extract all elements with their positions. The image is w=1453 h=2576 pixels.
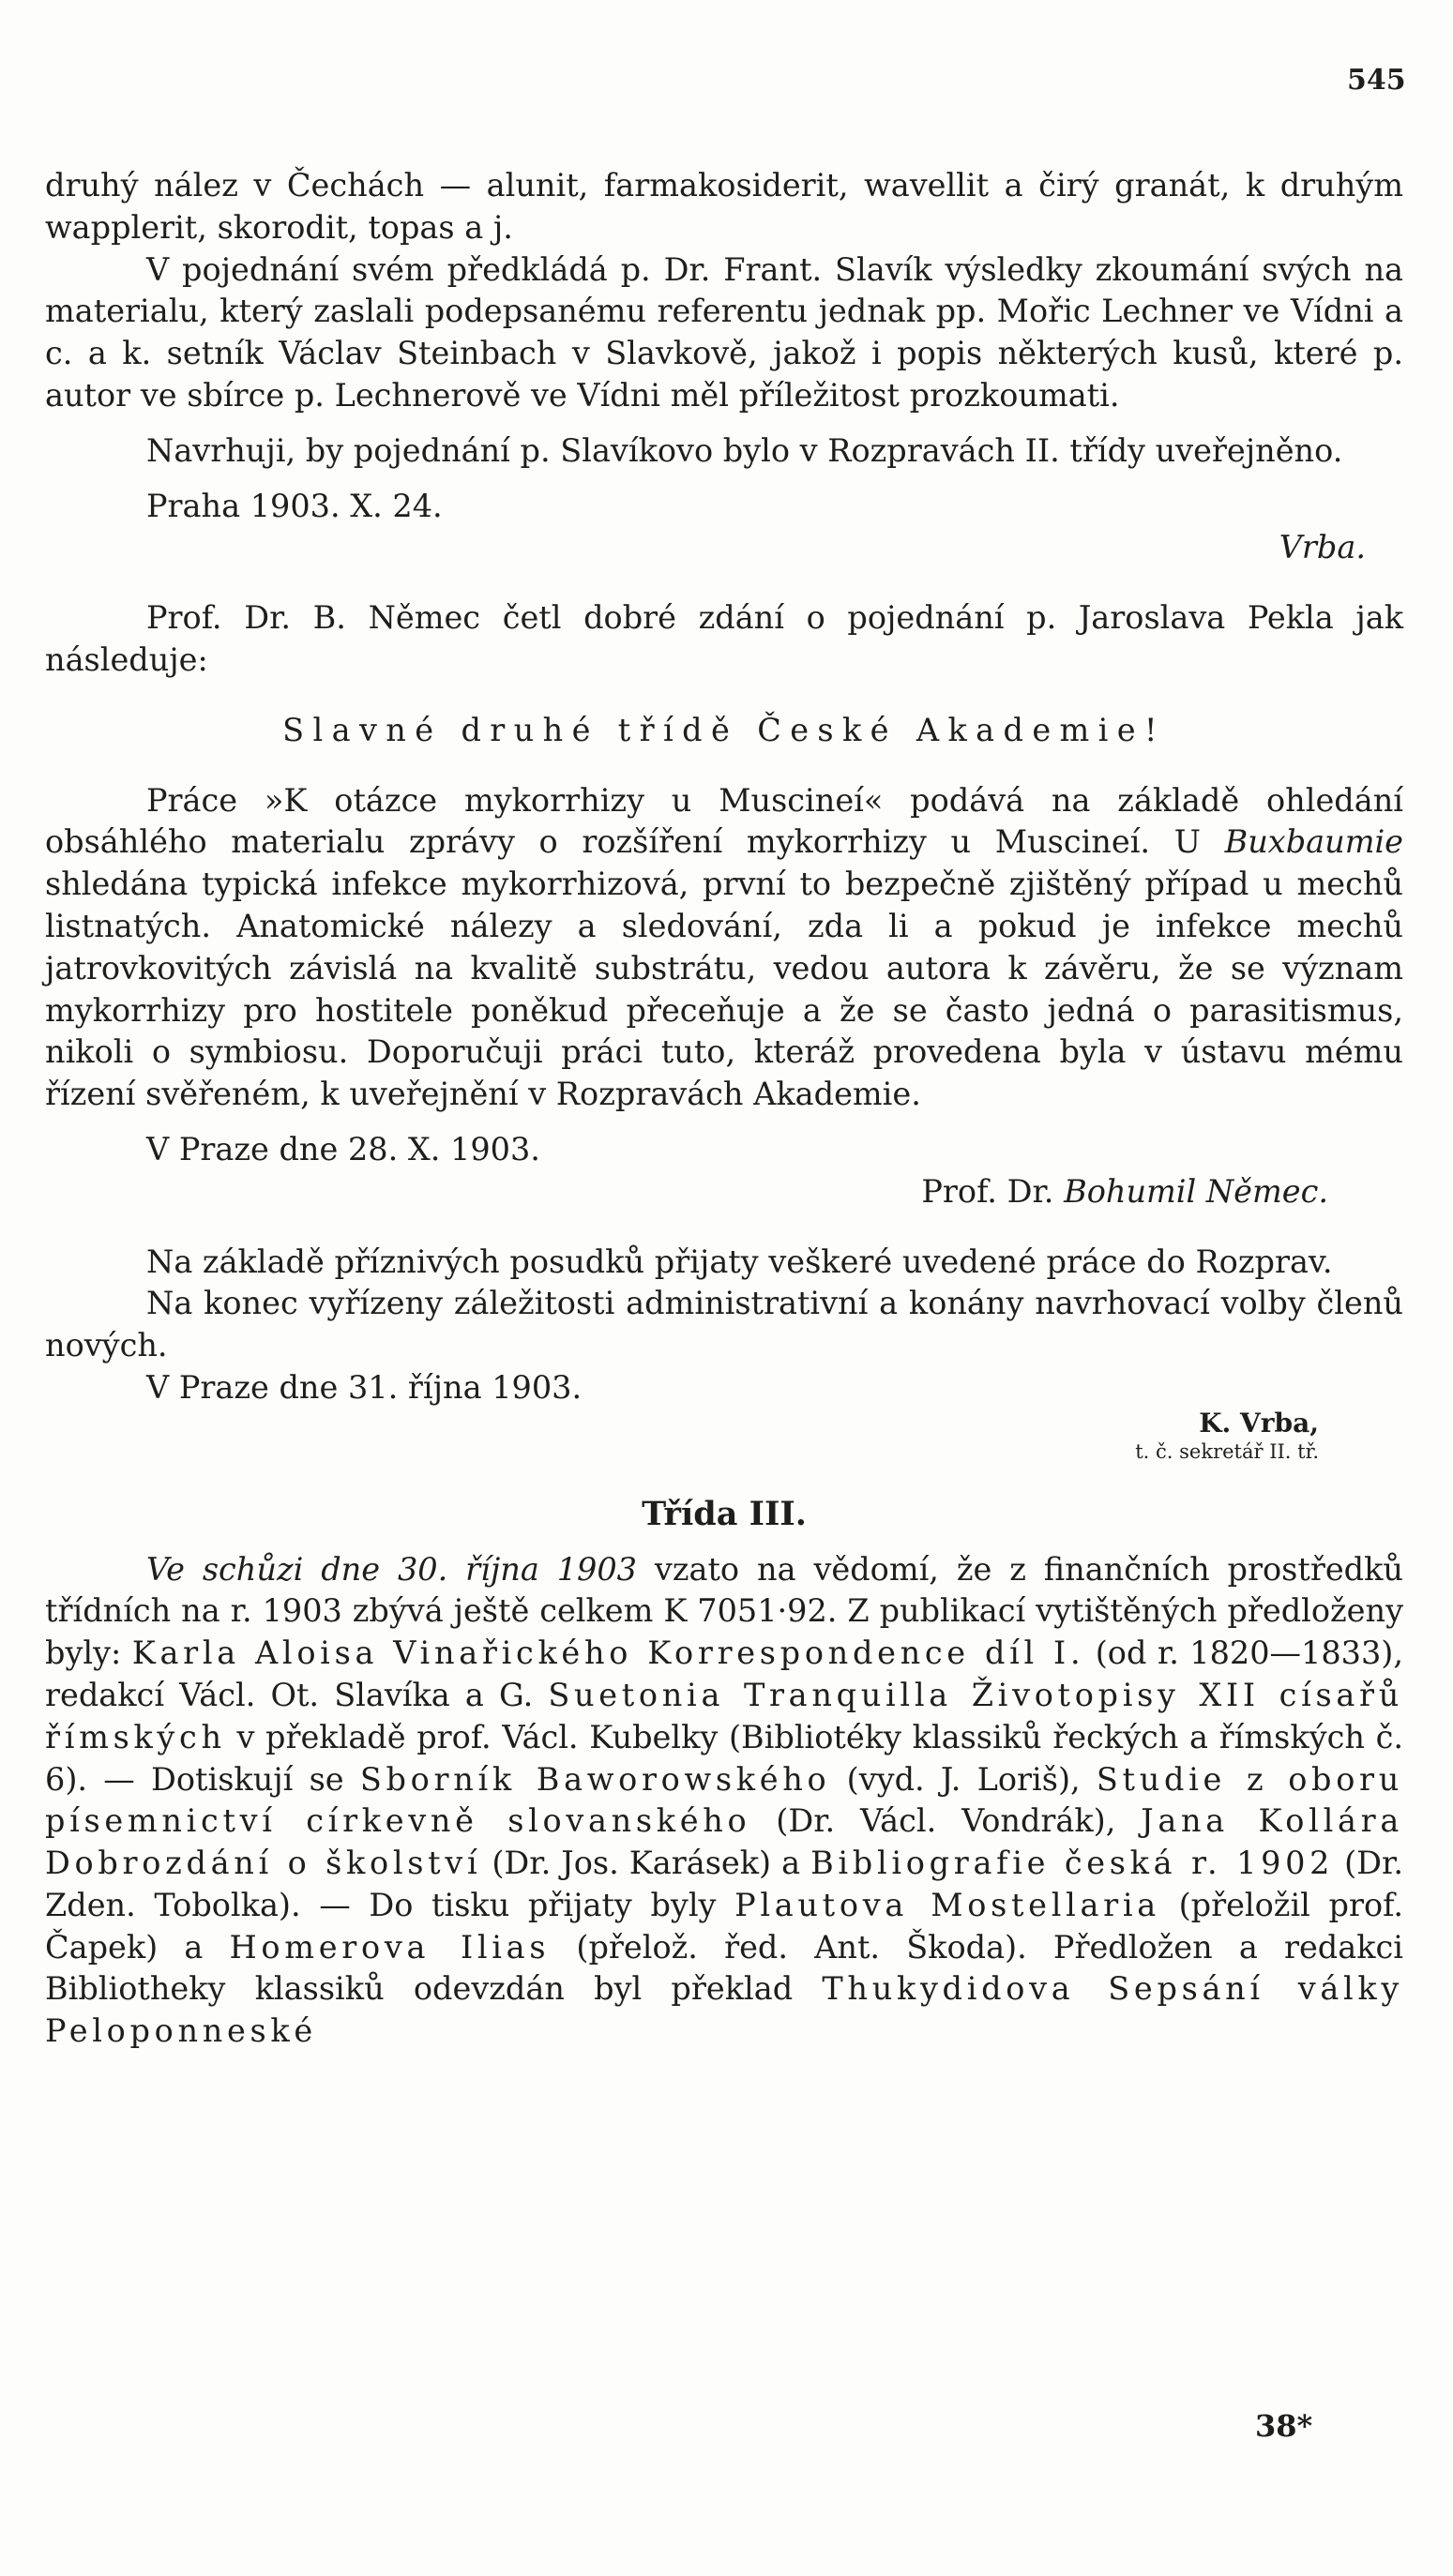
text-run: (vyd. J. Loriš), [830, 1760, 1097, 1798]
signature-name: Bohumil Němec. [1064, 1172, 1328, 1210]
date-line-2: V Praze dne 28. X. 1903. [146, 1130, 540, 1167]
signature-vrba: Vrba. [1279, 529, 1366, 566]
text-run: (od r. 1820—1833), redakcí Václ. Ot. Slavíka a G. [45, 1634, 1404, 1713]
paragraph-mycorrhiza-review [45, 780, 1403, 1116]
date-line-3: V Praze dne 31. října 1903. [146, 1368, 583, 1406]
review-taxon-buxbaumia: Buxbaumie [1224, 823, 1403, 861]
salutation: Slavné druhé třídě České Akademie! [282, 711, 1166, 748]
section-heading: Třída III. [642, 1494, 807, 1533]
paragraph-acceptance: Na základě příznivých posudků přijaty veškeré uvedené práce do Rozprav. [146, 1243, 1333, 1280]
text-body [45, 165, 1403, 2053]
secretary-role: t. č. sekretář II. tř. [1135, 1439, 1319, 1463]
text-run: (Dr. Zden. Tobolka). — Do tisku přijaty byly [45, 1845, 1404, 1923]
text-run: vzato na vědomí, že z finančních prostředků třídních na r. 1903 zbývá ještě celkem K 7051·92. Z publikací vytištěných předloženy byly: [45, 1550, 1403, 1672]
printer-signature-mark: 38* [1255, 2408, 1313, 2444]
review-text-c: shledána typická infekce mykorrhizová, první to bezpečně zjištěný případ u mechů listnatých. Anatomické nálezy a sledování, zda li a pokud je infekce mechů jatrovkovitých závislá na kvalitě substrátu, vedou autora k závěru, že se význam mykorrhizy pro hostitele poněkud přeceňuje a že se často jedná o parasitismus, nikoli o symbiosu. Doporučuji práci tuto, kteráž provedena byla v ústavu mému řízení svěřeném, k uveřejnění v Rozpravách Akademie. [45, 866, 1403, 1113]
title-studie: Studie z oboru písemnictví církevně slovanského [45, 1760, 1404, 1840]
text-run: (Dr. Václ. Vondrák), [750, 1802, 1142, 1840]
paragraph-mineral-finds: druhý nález v Čechách — alunit, farmakosiderit, wavellit a čirý granát, k druhým wapplerit, skorodit, topas a j. [45, 167, 1403, 246]
text-run: (Dr. Jos. Karásek) a [481, 1845, 811, 1882]
title-bibliografie: Bibliografie česká r. 1902 [810, 1845, 1335, 1882]
meeting-date: Ve schůzi dne 30. října 1903 [146, 1550, 637, 1588]
text-run: (přeložil prof. Čapek) a [45, 1886, 1403, 1966]
review-text-a: Práce »K otázce mykorrhizy u Muscineí« podává na základě ohledání obsáhlého materialu zprávy o rozšíření mykorrhizy u Muscineí. U [45, 781, 1403, 861]
paragraph-elections: Na konec vyřízeny záležitosti administrativní a konány navrhovací volby členů nových. [45, 1285, 1403, 1364]
title-homer: Homerova Ilias [229, 1928, 551, 1966]
text-run: v překladě prof. Václ. Kubelky (Bibliotéky klassiků řeckých a římských č. 6). — Dotiskují se [45, 1718, 1403, 1798]
text-run: (přelož. řed. Ant. Škoda). Předložen a redakci Bibliotheky klassiků odevzdán byl překlad [45, 1928, 1403, 2008]
title-sbornik: Sborník Baworowského [359, 1760, 831, 1798]
secretary-name: K. Vrba, [1199, 1407, 1319, 1439]
title-kollar: Jana Kollára Dobrozdání o školství [45, 1802, 1404, 1882]
signature-secretary [45, 1409, 1403, 1466]
title-plautus: Plautova Mostellaria [734, 1886, 1160, 1923]
date-line-1: Praha 1903. X. 24. [146, 487, 443, 524]
paragraph-nemec-intro: Prof. Dr. B. Němec četl dobré zdání o pojednání p. Jaroslava Pekla jak následuje: [45, 599, 1403, 678]
title-suetonius: Suetonia Tranquilla Životopisy XII císařů římských [45, 1676, 1403, 1755]
signature-title: Prof. Dr. [921, 1172, 1065, 1210]
paragraph-proposal: Navrhuji, by pojednání p. Slavíkovo bylo v Rozpravách II. třídy uveřejněno. [146, 431, 1343, 469]
title-korrespondence: Karla Aloisa Vinařického Korrespondence díl I. [131, 1634, 1085, 1672]
title-thukydides: Thukydidova Sepsání války Peloponneské [45, 1970, 1404, 2050]
paragraph-slavik-report: V pojednání svém předkládá p. Dr. Frant. Slavík výsledky zkoumání svých na materialu, který zaslali podepsanému referentu jednak pp. Mořic Lechner ve Vídni a c. a k. setník Václav Steinbach v Slavkově, jakož i popis některých kusů, které p. autor ve sbírce p. Lechnerově ve Vídni měl příležitost prozkoumati. [45, 250, 1403, 414]
paragraph-class-three [45, 1549, 1403, 2054]
signature-nemec [45, 1171, 1403, 1213]
page-number: 545 [1347, 64, 1406, 97]
